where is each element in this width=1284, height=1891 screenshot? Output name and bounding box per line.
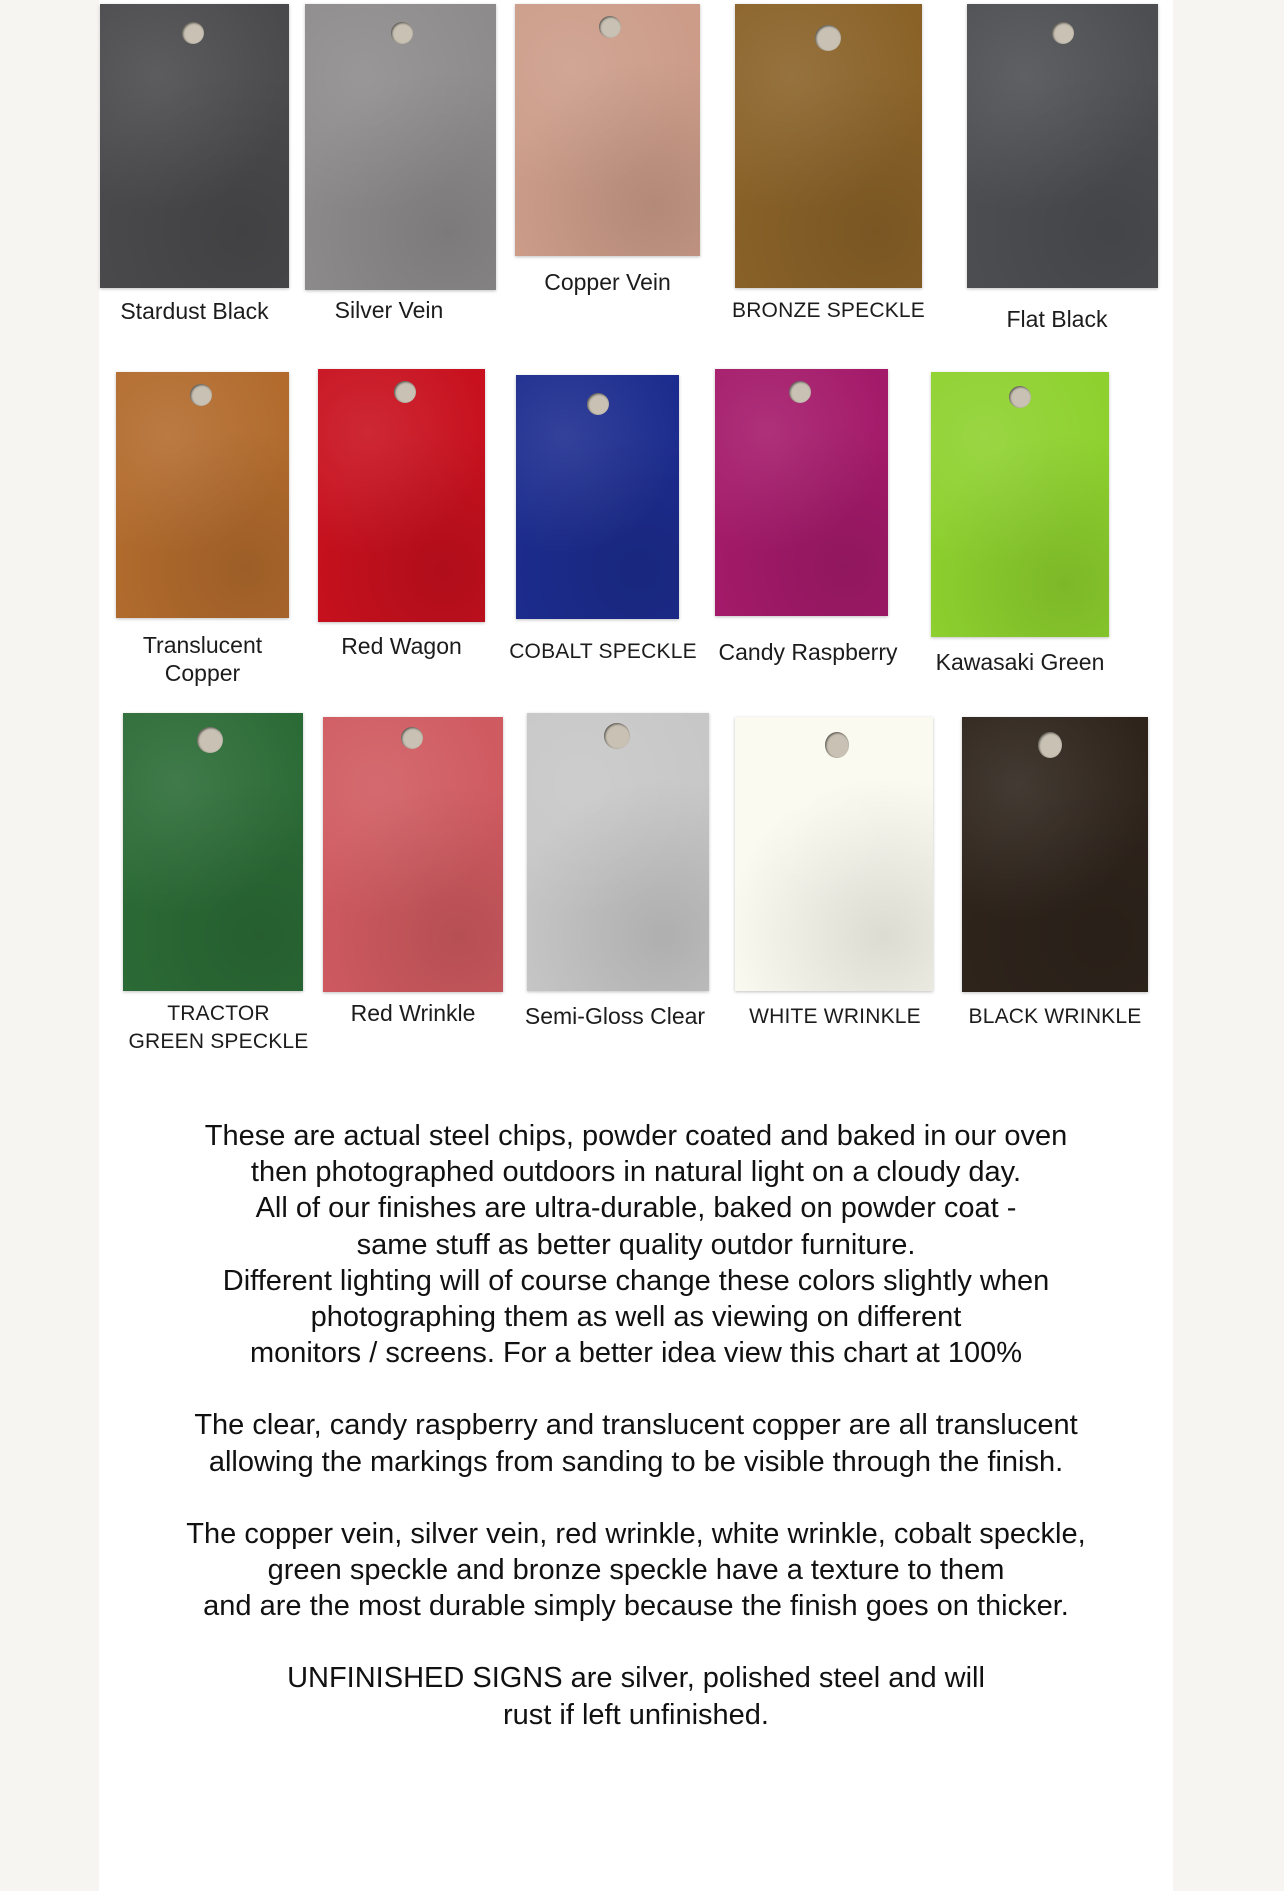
hang-hole-icon bbox=[789, 381, 811, 403]
swatch-candy-raspberry bbox=[715, 369, 888, 616]
swatch-label: Translucent Copper bbox=[142, 632, 263, 686]
hang-hole-icon bbox=[391, 22, 413, 44]
hang-hole-icon bbox=[825, 732, 849, 758]
swatch-label: Semi-Gloss Clear bbox=[524, 1003, 706, 1029]
swatch-label: Kawasaki Green bbox=[935, 649, 1105, 675]
swatch-label: Red Wrinkle bbox=[350, 1000, 476, 1026]
swatch-stardust-black bbox=[100, 4, 289, 288]
swatch-translucent-copper bbox=[116, 372, 289, 618]
hang-hole-icon bbox=[815, 25, 841, 51]
swatch-kawasaki-green bbox=[931, 372, 1109, 637]
swatch-label: Silver Vein bbox=[334, 297, 444, 323]
hang-hole-icon bbox=[182, 22, 204, 44]
swatch-copper-vein bbox=[515, 4, 700, 256]
swatch-label: BLACK WRINKLE bbox=[968, 1005, 1142, 1028]
swatch-red-wrinkle bbox=[323, 717, 503, 992]
note-paragraph: The clear, candy raspberry and translucent copper are all translucent allowing the markings from sanding to be visible through the finish. bbox=[194, 1409, 1078, 1478]
hang-hole-icon bbox=[1038, 732, 1062, 758]
hang-hole-icon bbox=[190, 384, 212, 406]
swatch-red-wagon bbox=[318, 369, 485, 622]
note-paragraph: UNFINISHED SIGNS are silver, polished steel and will rust if left unfinished. bbox=[287, 1662, 985, 1731]
swatch-label: Stardust Black bbox=[120, 298, 269, 324]
swatch-label: COBALT SPECKLE bbox=[509, 640, 697, 663]
swatch-flat-black bbox=[967, 4, 1158, 288]
swatch-black-wrinkle bbox=[962, 717, 1148, 992]
note-paragraph: The copper vein, silver vein, red wrinkle, white wrinkle, cobalt speckle, green speckle and bronze speckle have a texture to them and are the most durable simply because the finish goes on thicker. bbox=[186, 1517, 1086, 1623]
swatch-label: Red Wagon bbox=[341, 633, 462, 659]
hang-hole-icon bbox=[1052, 22, 1074, 44]
hang-hole-icon bbox=[587, 393, 609, 415]
swatch-label: Copper Vein bbox=[544, 269, 671, 295]
swatch-label: Candy Raspberry bbox=[718, 639, 898, 665]
finish-notes bbox=[99, 1118, 1173, 1769]
swatch-label: WHITE WRINKLE bbox=[749, 1005, 921, 1028]
hang-hole-icon bbox=[197, 727, 223, 753]
swatch-label: TRACTOR GREEN SPECKLE bbox=[128, 1002, 309, 1053]
hang-hole-icon bbox=[401, 727, 423, 749]
swatch-label: Flat Black bbox=[1006, 306, 1108, 332]
swatch-semi-gloss-clear bbox=[527, 713, 709, 991]
hang-hole-icon bbox=[394, 381, 416, 403]
swatch-silver-vein bbox=[305, 4, 496, 290]
swatch-tractor-green-speckle bbox=[123, 713, 303, 991]
hang-hole-icon bbox=[1009, 386, 1031, 408]
hang-hole-icon bbox=[599, 16, 621, 38]
hang-hole-icon bbox=[604, 723, 630, 749]
note-paragraph: These are actual steel chips, powder coated and baked in our oven then photographed outdoors in natural light on a cloudy day. All of our finishes are ultra-durable, baked on powder coat - same stuff as better quality outdor furniture. Different lighting will of course change these colors slightly when photographing them as well as viewing on different monitors / screens. For a better idea view this chart at 100% bbox=[204, 1120, 1068, 1370]
swatch-white-wrinkle bbox=[735, 717, 933, 991]
swatch-label: BRONZE SPECKLE bbox=[731, 299, 926, 322]
